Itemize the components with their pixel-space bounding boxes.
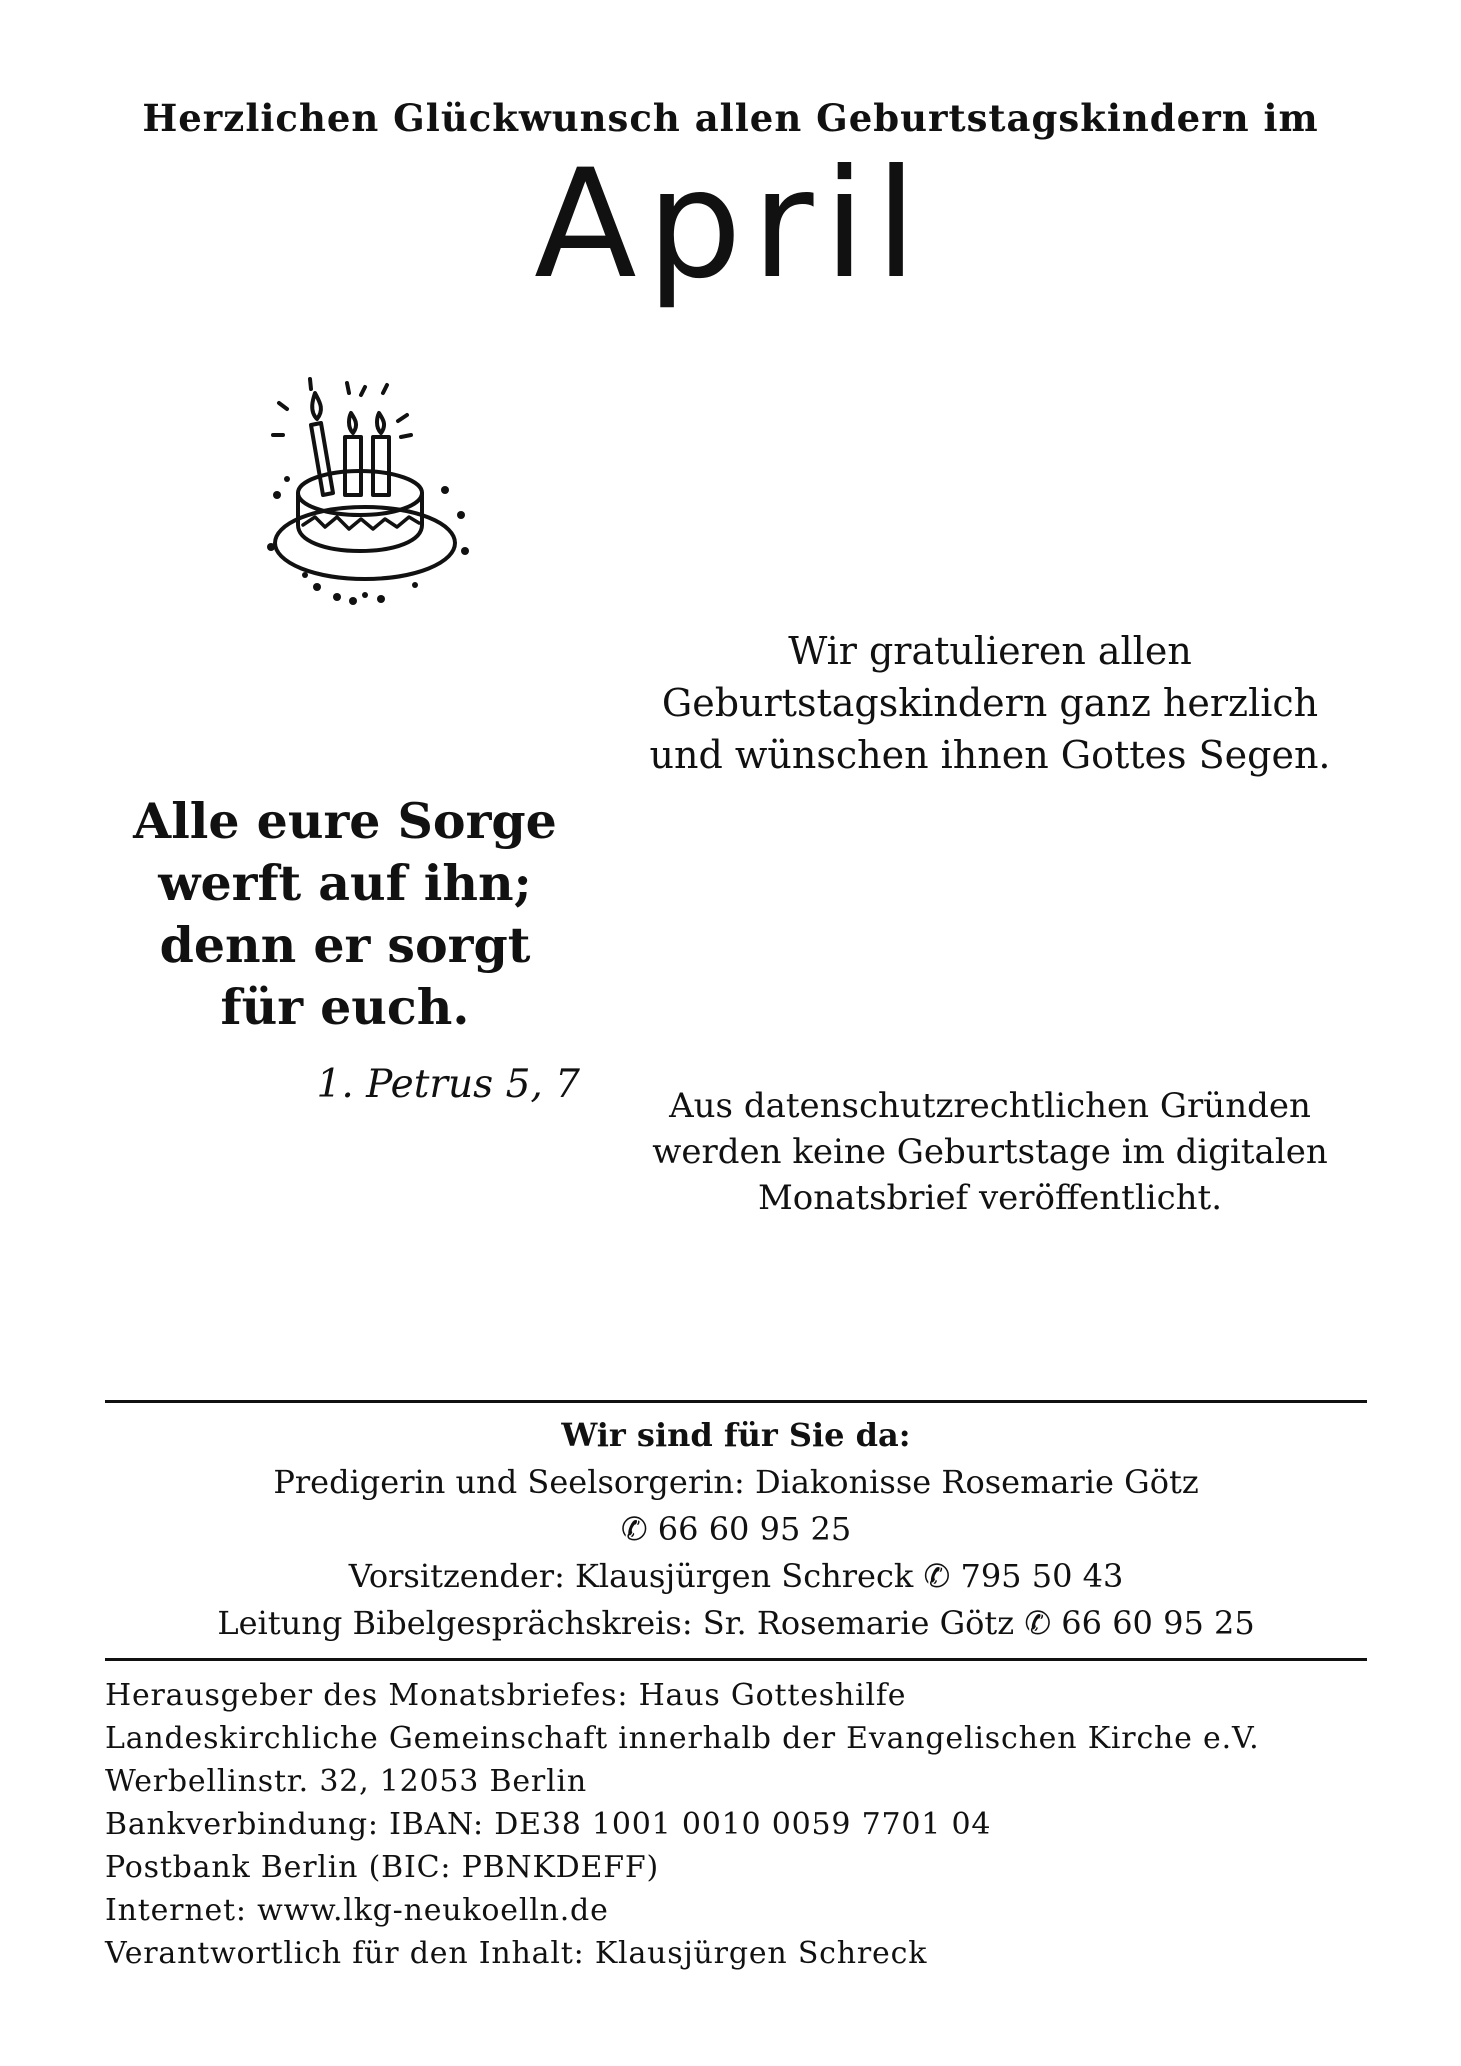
footer-website: Internet: www.lkg-neukoelln.de (105, 1893, 609, 1928)
footer-line: Bankverbindung: IBAN: DE38 1001 0010 0059 7701 04 (105, 1807, 992, 1842)
footer-line: Postbank Berlin (BIC: PBNKDEFF) (105, 1850, 659, 1885)
footer-line: Herausgeber des Monatsbriefes: Haus Gotteshilfe (105, 1678, 907, 1713)
greeting-line: Geburtstagskindern ganz herzlich (661, 681, 1319, 725)
verse-line: Alle eure Sorge (133, 792, 557, 850)
contact-section (105, 1412, 1367, 1647)
verse-line: denn er sorgt (159, 916, 531, 974)
contact-line: Leitung Bibelgesprächskreis: Sr. Rosemarie Götz ✆ 66 60 95 25 (217, 1604, 1255, 1642)
greeting-line: und wünschen ihnen Gottes Segen. (649, 733, 1331, 777)
footer-line: Werbellinstr. 32, 12053 Berlin (105, 1764, 587, 1799)
birthday-cake-icon (265, 375, 485, 610)
divider (105, 1658, 1367, 1661)
privacy-notice (620, 1083, 1360, 1221)
contact-line: Vorsitzender: Klausjürgen Schreck ✆ 795 50 43 (348, 1557, 1124, 1595)
contact-title: Wir sind für Sie da: (561, 1416, 911, 1454)
month-title: April (534, 138, 927, 312)
contact-line: Predigerin und Seelsorgerin: Diakonisse Rosemarie Götz (273, 1463, 1199, 1501)
publisher-info (105, 1674, 1367, 1975)
verse-line: für euch. (220, 978, 470, 1036)
greeting-line: Wir gratulieren allen (788, 629, 1192, 673)
greeting-text (620, 625, 1360, 781)
verse-reference: 1. Petrus 5, 7 (316, 1062, 580, 1107)
bible-verse (90, 790, 600, 1038)
footer-line: Verantwortlich für den Inhalt: Klausjürgen Schreck (105, 1936, 928, 1971)
verse-line: werft auf ihn; (158, 854, 532, 912)
divider (105, 1400, 1367, 1403)
contact-phone: ✆ 66 60 95 25 (620, 1510, 852, 1548)
privacy-line: werden keine Geburtstage im digitalen (652, 1132, 1328, 1172)
privacy-line: Aus datenschutzrechtlichen Gründen (669, 1086, 1311, 1126)
privacy-line: Monatsbrief veröffentlicht. (757, 1178, 1222, 1218)
footer-line: Landeskirchliche Gemeinschaft innerhalb der Evangelischen Kirche e.V. (105, 1721, 1260, 1756)
headline: Herzlichen Glückwunsch allen Geburtstagskindern im (142, 96, 1319, 140)
